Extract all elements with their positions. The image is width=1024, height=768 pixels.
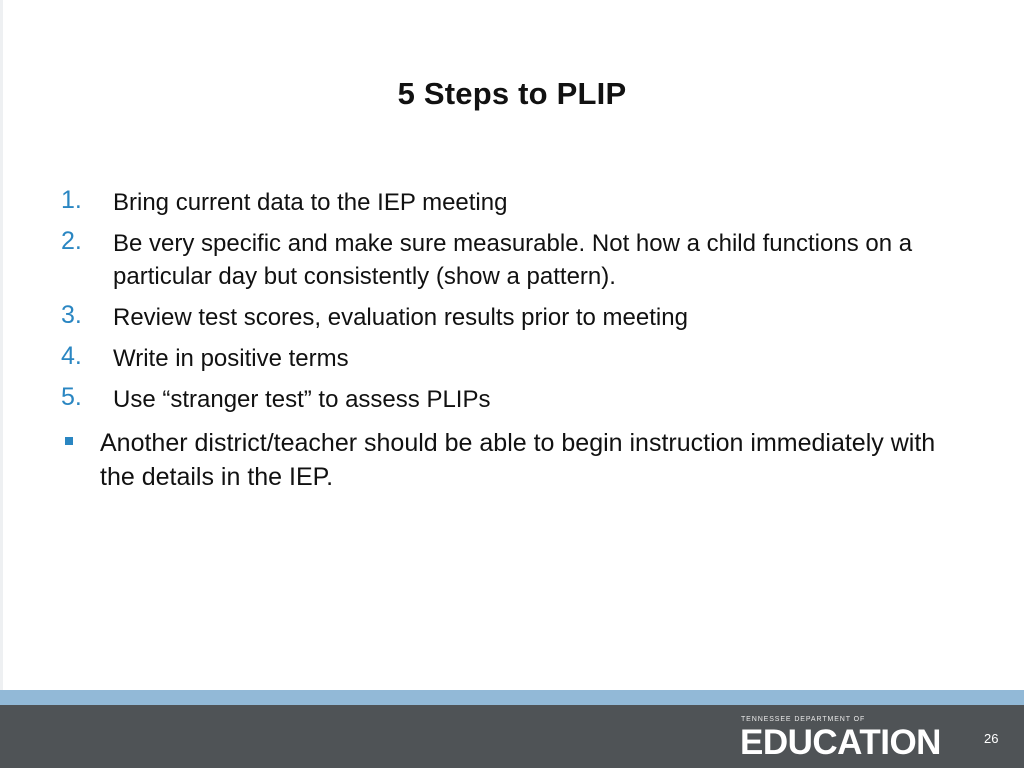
list-item bbox=[58, 301, 938, 334]
page-number: 26 bbox=[984, 731, 999, 746]
square-bullet-icon bbox=[65, 437, 73, 445]
step-text: Review test scores, evaluation results prior to meeting bbox=[113, 304, 688, 331]
list-item bbox=[58, 186, 938, 219]
step-number: 1. bbox=[61, 186, 82, 214]
step-number: 5. bbox=[61, 383, 82, 411]
step-number: 2. bbox=[61, 227, 82, 255]
bullet-text: Another district/teacher should be able to begin instruction immediately with the details in the IEP. bbox=[100, 429, 936, 491]
step-number: 4. bbox=[61, 342, 82, 370]
bullet-point bbox=[64, 426, 940, 494]
step-text: Bring current data to the IEP meeting bbox=[113, 189, 508, 216]
list-item bbox=[58, 227, 938, 293]
list-item bbox=[58, 383, 938, 416]
logo-education-text: EDUCATION bbox=[740, 723, 941, 762]
slide-title: 5 Steps to PLIP bbox=[397, 76, 627, 111]
tennessee-education-logo bbox=[740, 716, 970, 762]
step-number: 3. bbox=[61, 301, 82, 329]
step-text: Write in positive terms bbox=[113, 345, 349, 372]
steps-list bbox=[58, 186, 938, 424]
step-text: Use “stranger test” to assess PLIPs bbox=[113, 386, 491, 413]
footer-stripe bbox=[0, 690, 1024, 705]
logo-department-text: TENNESSEE DEPARTMENT OF bbox=[741, 716, 866, 723]
list-item bbox=[58, 342, 938, 375]
step-text: Be very specific and make sure measurable. Not how a child functions on a particular day but consistently (show a pattern). bbox=[113, 230, 913, 290]
